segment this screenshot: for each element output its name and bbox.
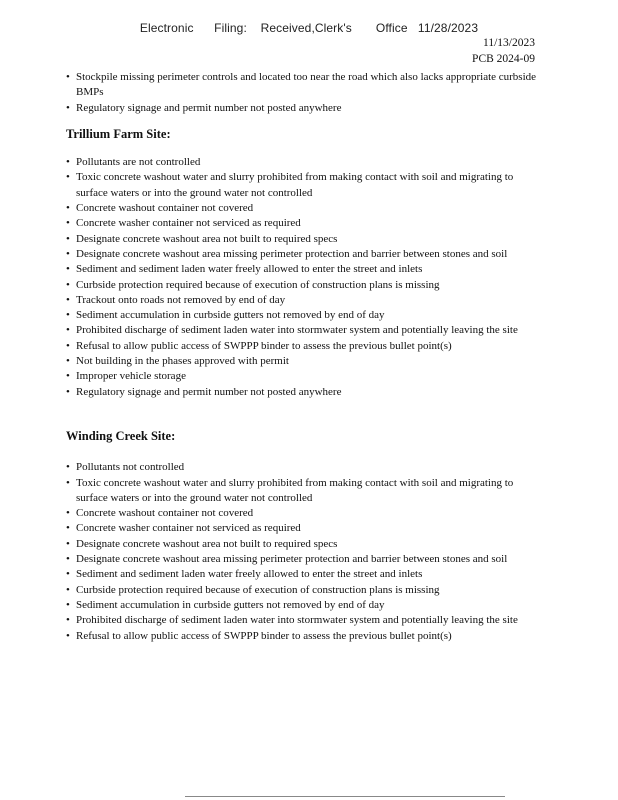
trillium-heading: Trillium Farm Site: [66,126,171,141]
list-item: • Regulatory signage and permit number not posted anywhere [66,385,538,400]
trillium-list [66,155,538,400]
document-date: 11/13/2023 [483,37,535,49]
list-item: • Refusal to allow public access of SWPPP binder to assess the previous bullet point(s) [66,339,538,354]
list-item: • Pollutants not controlled [66,460,538,475]
list-item: • Toxic concrete washout water and slurry prohibited from making contact with soil and migrating to surface waters or into the ground water not controlled [66,170,538,201]
list-item: • Curbside protection required because of execution of construction plans is missing [66,583,538,598]
list-item: • Sediment and sediment laden water freely allowed to enter the street and inlets [66,262,538,277]
document-body [66,70,538,644]
list-item: • Designate concrete washout area not built to required specs [66,232,538,247]
list-item: • Trackout onto roads not removed by end of day [66,293,538,308]
case-number: PCB 2024-09 [472,53,535,65]
list-item: • Curbside protection required because of execution of construction plans is missing [66,278,538,293]
intro-list [66,70,538,116]
list-item: • Concrete washer container not serviced as required [66,216,538,231]
list-item: • Designate concrete washout area missing perimeter protection and barrier between stones and soil [66,247,538,262]
list-item: • Designate concrete washout area not built to required specs [66,537,538,552]
list-item: • Toxic concrete washout water and slurry prohibited from making contact with soil and migrating to surface waters or into the ground water not controlled [66,476,538,507]
list-item: • Improper vehicle storage [66,369,538,384]
list-item: • Pollutants are not controlled [66,155,538,170]
list-item: • Regulatory signage and permit number not posted anywhere [66,101,538,116]
page-bottom-rule [185,796,505,797]
list-item: • Concrete washout container not covered [66,201,538,216]
list-item: • Concrete washout container not covered [66,506,538,521]
electronic-filing-stamp: Electronic Filing: Received,Clerk's Office 11/28/2023 [139,21,479,35]
list-item: • Sediment and sediment laden water freely allowed to enter the street and inlets [66,567,538,582]
list-item: • Designate concrete washout area missing perimeter protection and barrier between stones and soil [66,552,538,567]
list-item: • Stockpile missing perimeter controls and located too near the road which also lacks appropriate curbside BMPs [66,70,538,101]
winding-creek-heading: Winding Creek Site: [66,428,176,443]
list-item: • Sediment accumulation in curbside gutters not removed by end of day [66,598,538,613]
list-item: • Sediment accumulation in curbside gutters not removed by end of day [66,308,538,323]
winding-creek-list [66,460,538,644]
list-item: • Prohibited discharge of sediment laden water into stormwater system and potentially leaving the site [66,323,538,338]
list-item: • Not building in the phases approved with permit [66,354,538,369]
list-item: • Prohibited discharge of sediment laden water into stormwater system and potentially leaving the site [66,613,538,628]
list-item: • Refusal to allow public access of SWPPP binder to assess the previous bullet point(s) [66,629,538,644]
list-item: • Concrete washer container not serviced as required [66,521,538,536]
